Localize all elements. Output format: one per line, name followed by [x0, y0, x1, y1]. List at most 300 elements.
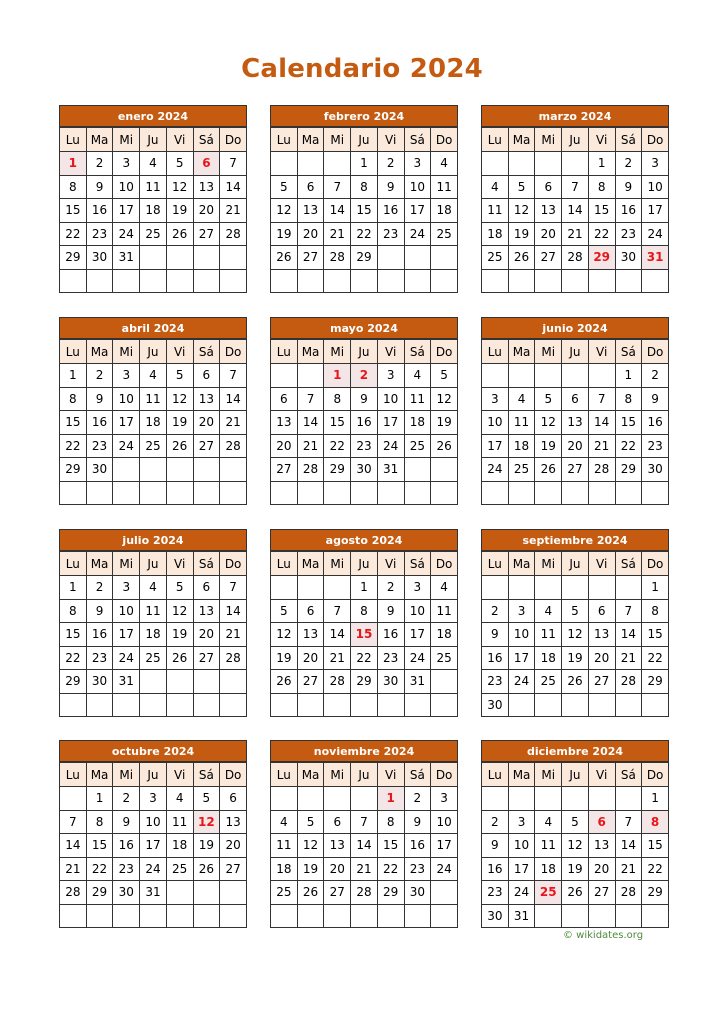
empty-cell: [220, 246, 247, 270]
weekday-header: Vi: [377, 763, 404, 787]
weekday-header: Do: [220, 340, 247, 364]
empty-cell: [86, 481, 113, 505]
day-cell: 23: [86, 222, 113, 246]
empty-cell: [193, 246, 220, 270]
empty-cell: [297, 576, 324, 600]
day-cell: 13: [297, 623, 324, 647]
day-cell: 13: [193, 175, 220, 199]
empty-cell: [193, 458, 220, 482]
day-cell: 22: [60, 222, 87, 246]
day-cell: 5: [535, 387, 562, 411]
day-cell: 12: [166, 387, 193, 411]
day-cell: 4: [535, 599, 562, 623]
day-cell: 13: [562, 411, 589, 435]
day-cell: 8: [60, 387, 87, 411]
day-cell: 21: [220, 623, 247, 647]
empty-cell: [588, 693, 615, 717]
empty-cell: [535, 693, 562, 717]
day-cell: 19: [271, 646, 298, 670]
day-cell: 3: [113, 364, 140, 388]
day-cell: 4: [140, 576, 167, 600]
weekday-header: Lu: [60, 340, 87, 364]
day-cell: 30: [482, 904, 509, 928]
day-cell: 5: [271, 175, 298, 199]
empty-cell: [431, 481, 458, 505]
day-cell: 5: [297, 810, 324, 834]
day-cell: 22: [642, 857, 669, 881]
day-cell: 27: [220, 857, 247, 881]
day-cell: 2: [86, 152, 113, 176]
week-row: [271, 576, 458, 600]
weekday-header: Vi: [377, 340, 404, 364]
day-cell: 6: [297, 599, 324, 623]
day-cell: 10: [404, 599, 431, 623]
empty-cell: [220, 458, 247, 482]
week-row: [482, 458, 669, 482]
empty-cell: [642, 269, 669, 293]
week-row: [482, 364, 669, 388]
weekday-header: Mi: [113, 128, 140, 152]
empty-cell: [615, 481, 642, 505]
empty-cell: [562, 481, 589, 505]
weekday-row: [60, 340, 247, 364]
page-title: Calendario 2024: [241, 54, 483, 84]
empty-cell: [482, 576, 509, 600]
day-cell: 8: [351, 175, 378, 199]
day-cell: 28: [220, 222, 247, 246]
week-row: [60, 576, 247, 600]
empty-cell: [404, 904, 431, 928]
day-cell: 29: [615, 458, 642, 482]
day-cell: 10: [140, 810, 167, 834]
day-cell: 17: [113, 411, 140, 435]
day-cell: 26: [166, 222, 193, 246]
month-table: [270, 339, 458, 505]
day-cell: 29: [351, 670, 378, 694]
month-title: diciembre 2024: [481, 740, 669, 762]
weekday-row: [271, 340, 458, 364]
empty-cell: [351, 787, 378, 811]
day-cell: 15: [642, 834, 669, 858]
day-cell: 26: [193, 857, 220, 881]
day-cell: 9: [482, 623, 509, 647]
weekday-header: Do: [220, 763, 247, 787]
empty-cell: [60, 481, 87, 505]
weekday-header: Do: [220, 128, 247, 152]
day-cell: 28: [220, 434, 247, 458]
day-cell: 15: [86, 834, 113, 858]
week-row: [60, 199, 247, 223]
day-cell: 12: [431, 387, 458, 411]
weekday-header: Ju: [351, 128, 378, 152]
day-cell: 31: [377, 458, 404, 482]
day-cell: 21: [220, 411, 247, 435]
month-calendar: [481, 105, 669, 293]
day-cell: 17: [377, 411, 404, 435]
weekday-row: [60, 128, 247, 152]
day-cell: 20: [297, 646, 324, 670]
day-cell: 31: [113, 246, 140, 270]
day-cell: 18: [431, 199, 458, 223]
day-cell: 19: [562, 646, 589, 670]
day-cell: 6: [220, 787, 247, 811]
day-cell: 7: [60, 810, 87, 834]
day-cell: 8: [588, 175, 615, 199]
week-row: [271, 175, 458, 199]
day-cell: 15: [642, 623, 669, 647]
holiday-day-cell: 31: [642, 246, 669, 270]
day-cell: 27: [193, 646, 220, 670]
weekday-header: Lu: [482, 340, 509, 364]
empty-cell: [60, 693, 87, 717]
weekday-header: Ju: [140, 340, 167, 364]
day-cell: 9: [86, 599, 113, 623]
month-calendar: [481, 317, 669, 505]
month-calendar: [59, 529, 247, 717]
empty-cell: [166, 881, 193, 905]
weekday-header: Lu: [482, 128, 509, 152]
day-cell: 27: [271, 458, 298, 482]
day-cell: 10: [113, 599, 140, 623]
day-cell: 9: [351, 387, 378, 411]
weekday-header: Mi: [324, 128, 351, 152]
month-table: [481, 762, 669, 928]
weekday-header: Mi: [113, 552, 140, 576]
day-cell: 11: [140, 599, 167, 623]
day-cell: 20: [271, 434, 298, 458]
week-row: [60, 269, 247, 293]
day-cell: 26: [271, 246, 298, 270]
day-cell: 13: [220, 810, 247, 834]
day-cell: 6: [297, 175, 324, 199]
day-cell: 30: [351, 458, 378, 482]
day-cell: 16: [86, 411, 113, 435]
empty-cell: [482, 152, 509, 176]
weekday-header: Vi: [166, 552, 193, 576]
weekday-header: Do: [431, 763, 458, 787]
day-cell: 13: [297, 199, 324, 223]
empty-cell: [482, 481, 509, 505]
empty-cell: [140, 246, 167, 270]
week-row: [271, 152, 458, 176]
day-cell: 5: [166, 576, 193, 600]
day-cell: 4: [404, 364, 431, 388]
day-cell: 7: [220, 152, 247, 176]
day-cell: 11: [535, 623, 562, 647]
day-cell: 24: [113, 646, 140, 670]
day-cell: 19: [297, 857, 324, 881]
day-cell: 14: [220, 175, 247, 199]
empty-cell: [431, 904, 458, 928]
empty-cell: [431, 670, 458, 694]
week-row: [60, 670, 247, 694]
week-row: [482, 246, 669, 270]
weekday-row: [482, 340, 669, 364]
empty-cell: [615, 904, 642, 928]
day-cell: 13: [535, 199, 562, 223]
empty-cell: [220, 269, 247, 293]
day-cell: 31: [113, 670, 140, 694]
month-title: septiembre 2024: [481, 529, 669, 551]
empty-cell: [482, 269, 509, 293]
day-cell: 19: [271, 222, 298, 246]
week-row: [271, 481, 458, 505]
weekday-header: Do: [431, 128, 458, 152]
day-cell: 27: [297, 246, 324, 270]
week-row: [482, 834, 669, 858]
week-row: [482, 881, 669, 905]
empty-cell: [140, 458, 167, 482]
weekday-header: Lu: [60, 552, 87, 576]
day-cell: 18: [535, 646, 562, 670]
week-row: [60, 693, 247, 717]
day-cell: 16: [615, 199, 642, 223]
day-cell: 11: [140, 175, 167, 199]
day-cell: 8: [615, 387, 642, 411]
day-cell: 28: [562, 246, 589, 270]
day-cell: 5: [271, 599, 298, 623]
weekday-header: Vi: [588, 763, 615, 787]
day-cell: 24: [113, 222, 140, 246]
day-cell: 13: [193, 599, 220, 623]
day-cell: 8: [86, 810, 113, 834]
empty-cell: [615, 787, 642, 811]
empty-cell: [508, 576, 535, 600]
week-row: [60, 881, 247, 905]
weekday-row: [482, 763, 669, 787]
day-cell: 3: [113, 152, 140, 176]
week-row: [482, 222, 669, 246]
day-cell: 20: [535, 222, 562, 246]
day-cell: 12: [166, 599, 193, 623]
day-cell: 19: [535, 434, 562, 458]
day-cell: 23: [113, 857, 140, 881]
month-title: noviembre 2024: [270, 740, 458, 762]
day-cell: 23: [86, 434, 113, 458]
weekday-row: [482, 128, 669, 152]
day-cell: 11: [271, 834, 298, 858]
day-cell: 13: [588, 623, 615, 647]
week-row: [482, 152, 669, 176]
month-calendar: [270, 317, 458, 505]
day-cell: 26: [166, 434, 193, 458]
empty-cell: [86, 904, 113, 928]
empty-cell: [535, 576, 562, 600]
week-row: [482, 857, 669, 881]
empty-cell: [588, 481, 615, 505]
day-cell: 2: [113, 787, 140, 811]
day-cell: 6: [535, 175, 562, 199]
week-row: [60, 175, 247, 199]
day-cell: 3: [431, 787, 458, 811]
day-cell: 6: [193, 364, 220, 388]
weekday-header: Sá: [615, 763, 642, 787]
day-cell: 20: [562, 434, 589, 458]
day-cell: 8: [324, 387, 351, 411]
day-cell: 7: [324, 175, 351, 199]
day-cell: 22: [324, 434, 351, 458]
day-cell: 12: [562, 834, 589, 858]
weekday-header: Sá: [193, 340, 220, 364]
empty-cell: [377, 269, 404, 293]
day-cell: 27: [324, 881, 351, 905]
empty-cell: [377, 904, 404, 928]
day-cell: 21: [588, 434, 615, 458]
empty-cell: [508, 364, 535, 388]
empty-cell: [404, 693, 431, 717]
day-cell: 28: [324, 246, 351, 270]
month-calendar: [59, 317, 247, 505]
day-cell: 24: [482, 458, 509, 482]
day-cell: 12: [166, 175, 193, 199]
day-cell: 18: [271, 857, 298, 881]
week-row: [271, 857, 458, 881]
day-cell: 3: [404, 152, 431, 176]
day-cell: 10: [404, 175, 431, 199]
weekday-row: [271, 128, 458, 152]
empty-cell: [166, 458, 193, 482]
empty-cell: [431, 881, 458, 905]
day-cell: 16: [482, 646, 509, 670]
weekday-header: Ma: [508, 128, 535, 152]
week-row: [482, 411, 669, 435]
empty-cell: [166, 904, 193, 928]
day-cell: 7: [297, 387, 324, 411]
empty-cell: [562, 152, 589, 176]
day-cell: 4: [482, 175, 509, 199]
week-row: [482, 693, 669, 717]
empty-cell: [271, 693, 298, 717]
day-cell: 9: [377, 175, 404, 199]
weekday-header: Do: [431, 340, 458, 364]
day-cell: 30: [482, 693, 509, 717]
empty-cell: [535, 152, 562, 176]
empty-cell: [535, 269, 562, 293]
week-row: [60, 834, 247, 858]
day-cell: 30: [86, 670, 113, 694]
day-cell: 10: [642, 175, 669, 199]
day-cell: 24: [404, 646, 431, 670]
empty-cell: [86, 693, 113, 717]
day-cell: 17: [140, 834, 167, 858]
day-cell: 29: [60, 246, 87, 270]
day-cell: 7: [220, 364, 247, 388]
empty-cell: [324, 693, 351, 717]
day-cell: 15: [351, 199, 378, 223]
weekday-header: Do: [642, 340, 669, 364]
empty-cell: [297, 904, 324, 928]
day-cell: 14: [220, 387, 247, 411]
day-cell: 14: [615, 834, 642, 858]
day-cell: 15: [588, 199, 615, 223]
weekday-header: Sá: [193, 552, 220, 576]
month-title: julio 2024: [59, 529, 247, 551]
week-row: [60, 904, 247, 928]
day-cell: 5: [562, 599, 589, 623]
weekday-header: Ma: [297, 552, 324, 576]
month-calendar: [59, 105, 247, 293]
weekday-header: Lu: [60, 763, 87, 787]
day-cell: 8: [351, 599, 378, 623]
week-row: [482, 387, 669, 411]
empty-cell: [642, 693, 669, 717]
day-cell: 30: [113, 881, 140, 905]
day-cell: 1: [615, 364, 642, 388]
week-row: [482, 576, 669, 600]
day-cell: 16: [642, 411, 669, 435]
day-cell: 9: [642, 387, 669, 411]
day-cell: 21: [297, 434, 324, 458]
day-cell: 22: [588, 222, 615, 246]
weekday-row: [271, 763, 458, 787]
empty-cell: [588, 576, 615, 600]
day-cell: 27: [588, 670, 615, 694]
empty-cell: [642, 481, 669, 505]
day-cell: 1: [588, 152, 615, 176]
day-cell: 10: [113, 175, 140, 199]
day-cell: 29: [324, 458, 351, 482]
holiday-day-cell: 25: [535, 881, 562, 905]
day-cell: 19: [166, 199, 193, 223]
empty-cell: [271, 269, 298, 293]
day-cell: 28: [615, 881, 642, 905]
week-row: [482, 670, 669, 694]
day-cell: 27: [193, 222, 220, 246]
month-calendar: [481, 529, 669, 717]
day-cell: 23: [482, 670, 509, 694]
weekday-header: Lu: [271, 340, 298, 364]
empty-cell: [535, 787, 562, 811]
day-cell: 14: [615, 623, 642, 647]
day-cell: 26: [535, 458, 562, 482]
empty-cell: [642, 904, 669, 928]
empty-cell: [271, 152, 298, 176]
day-cell: 30: [377, 670, 404, 694]
week-row: [60, 458, 247, 482]
empty-cell: [297, 481, 324, 505]
day-cell: 6: [271, 387, 298, 411]
day-cell: 15: [615, 411, 642, 435]
holiday-day-cell: 2: [351, 364, 378, 388]
empty-cell: [508, 481, 535, 505]
day-cell: 3: [377, 364, 404, 388]
day-cell: 14: [351, 834, 378, 858]
weekday-row: [482, 552, 669, 576]
day-cell: 20: [588, 646, 615, 670]
day-cell: 11: [482, 199, 509, 223]
empty-cell: [113, 458, 140, 482]
empty-cell: [140, 693, 167, 717]
month-calendar: [59, 740, 247, 928]
week-row: [60, 411, 247, 435]
day-cell: 26: [297, 881, 324, 905]
empty-cell: [220, 481, 247, 505]
empty-cell: [324, 904, 351, 928]
day-cell: 2: [86, 364, 113, 388]
empty-cell: [113, 904, 140, 928]
day-cell: 23: [86, 646, 113, 670]
day-cell: 29: [642, 670, 669, 694]
weekday-header: Sá: [193, 128, 220, 152]
week-row: [271, 269, 458, 293]
day-cell: 16: [351, 411, 378, 435]
empty-cell: [535, 481, 562, 505]
day-cell: 29: [86, 881, 113, 905]
week-row: [60, 152, 247, 176]
empty-cell: [351, 269, 378, 293]
day-cell: 16: [404, 834, 431, 858]
day-cell: 19: [166, 411, 193, 435]
